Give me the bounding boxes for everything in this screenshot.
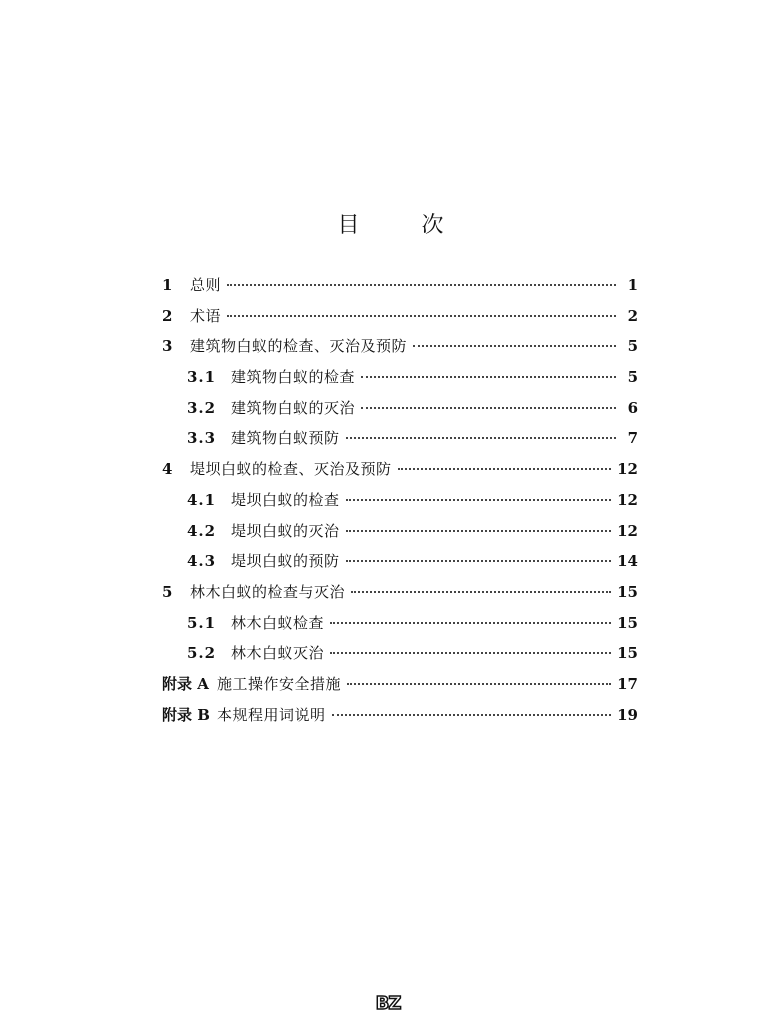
toc-entry-title: 本规程用词说明 [217,705,326,724]
toc-entry-number: 4.3 [187,552,217,571]
toc-entry-number: 1 [162,276,173,294]
toc-entry-title: 建筑物白蚁的检查 [231,368,356,387]
toc-entry-title: 林木白蚁灭治 [231,644,325,663]
toc-entry-page: 12 [617,490,638,509]
toc-entry-page: 15 [617,613,638,632]
toc-entry-number: 4.2 [187,521,217,540]
toc-subentry[interactable] [162,612,638,643]
bz-logo: BZ [375,992,401,1014]
toc-entry-title: 堤坝白蚁的检查 [231,490,340,509]
toc-entry-page: 12 [617,460,638,479]
toc-appendix-entry[interactable] [162,704,638,735]
toc-leader-dots [330,652,611,654]
toc-entry-number: 3 [162,337,173,356]
toc-entry-number: 附录 A [162,674,209,693]
toc-leader-dots [398,468,612,470]
toc-leader-dots [351,591,611,593]
toc-entry-title: 建筑物白蚁的灭治 [231,398,356,417]
toc-entry-title: 施工操作安全措施 [217,674,342,693]
toc-entry-page: 15 [617,582,638,601]
toc-entry-number: 5 [162,582,173,601]
toc-entry-number: 4.1 [187,490,217,509]
toc-entry-page: 1 [627,276,638,294]
toc-entry[interactable] [162,335,638,366]
toc-entry-title: 堤坝白蚁的检查、灭治及预防 [190,460,392,479]
toc-entry-title: 堤坝白蚁的灭治 [231,521,340,540]
toc-entry-page: 5 [627,337,638,356]
toc-entry-page: 2 [627,306,638,325]
toc-subentry[interactable] [162,489,638,520]
toc-subentry[interactable] [162,550,638,581]
toc-entry-number: 2 [162,306,173,325]
toc-leader-dots [361,407,616,409]
toc-entry-number: 3.3 [187,429,217,448]
toc-entry-number: 4 [162,460,173,479]
toc-entry-title: 建筑物白蚁的检查、灭治及预防 [190,337,408,356]
toc-entry-page: 12 [617,521,638,540]
toc-entry-title: 林木白蚁的检查与灭治 [190,582,346,601]
toc-subentry[interactable] [162,520,638,551]
toc-entry-number: 3.2 [187,398,217,417]
toc-entry-page: 19 [617,705,638,724]
toc-leader-dots [332,714,612,716]
toc-entry-page: 6 [627,398,638,417]
toc-leader-dots [330,622,611,624]
toc-entry-number: 3.1 [187,368,217,387]
toc-entry-page: 14 [617,552,638,571]
toc-leader-dots [227,284,616,286]
toc-leader-dots [227,315,616,317]
toc-subentry[interactable] [162,427,638,458]
toc-entry-number: 5.1 [187,613,217,632]
toc-entry[interactable] [162,305,638,336]
toc-entry[interactable] [162,458,638,489]
toc-entry-page: 5 [627,368,638,387]
toc-leader-dots [347,683,611,685]
toc-subentry[interactable] [162,366,638,397]
toc-entry[interactable] [162,274,638,305]
toc-entry-title: 堤坝白蚁的预防 [231,552,340,571]
toc-entry-number: 5.2 [187,644,217,663]
toc-entry-title: 术语 [190,306,222,325]
toc-appendix-entry[interactable] [162,673,638,704]
toc-leader-dots [346,437,616,439]
table-of-contents [162,274,638,734]
toc-entry-page: 15 [617,644,638,663]
title-char-2: 次 [421,213,444,238]
title-char-1: 目 [337,213,360,238]
toc-leader-dots [361,376,616,378]
toc-entry-title: 建筑物白蚁预防 [231,429,340,448]
toc-entry-page: 17 [617,674,638,693]
toc-leader-dots [346,530,612,532]
toc-leader-dots [413,345,616,347]
toc-subentry[interactable] [162,642,638,673]
toc-entry-number: 附录 B [162,705,210,724]
toc-entry-title: 总则 [190,276,222,294]
toc-entry[interactable] [162,581,638,612]
toc-leader-dots [346,560,612,562]
toc-leader-dots [346,499,612,501]
toc-entry-title: 林木白蚁检查 [231,613,325,632]
page-title [0,208,781,244]
toc-subentry[interactable] [162,397,638,428]
toc-entry-page: 7 [627,429,638,448]
